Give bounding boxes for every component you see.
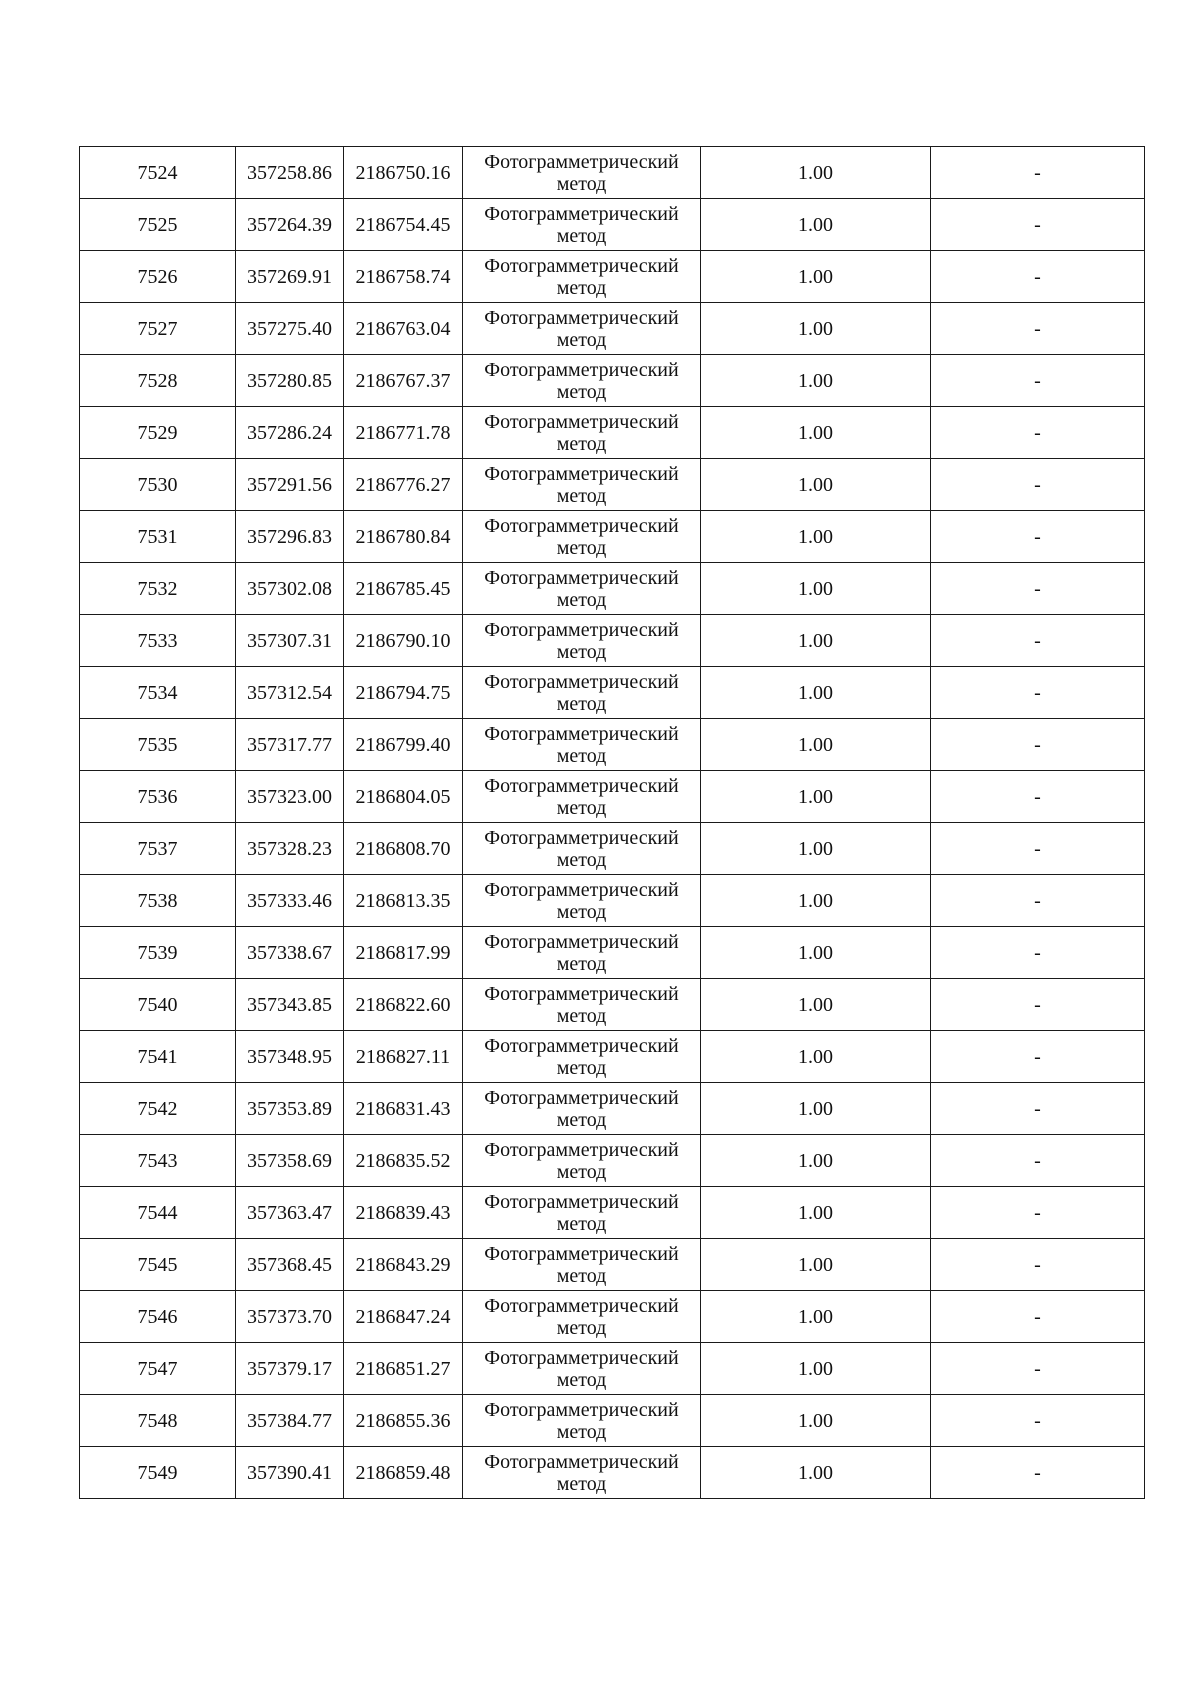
note-cell: -: [931, 1083, 1145, 1135]
coordinate-x-cell: 357353.89: [236, 1083, 344, 1135]
method-line-2: метод: [556, 276, 607, 299]
method-cell: [463, 355, 701, 407]
accuracy-cell: 1.00: [701, 1239, 931, 1291]
method-line-2: метод: [556, 1316, 607, 1339]
note-cell: -: [931, 979, 1145, 1031]
method-line-1: Фотограмметрический: [484, 930, 679, 953]
note-cell: -: [931, 823, 1145, 875]
table-row: [80, 1447, 1145, 1499]
note-cell: -: [931, 1239, 1145, 1291]
method-line-1: Фотограмметрический: [484, 1190, 679, 1213]
coordinate-x-cell: 357338.67: [236, 927, 344, 979]
method-line-2: метод: [556, 224, 607, 247]
coordinate-y-cell: 2186808.70: [344, 823, 463, 875]
table-row: [80, 771, 1145, 823]
method-line-2: метод: [556, 328, 607, 351]
table-row: [80, 927, 1145, 979]
point-number-cell: 7541: [80, 1031, 236, 1083]
point-number-cell: 7542: [80, 1083, 236, 1135]
method-line-1: Фотограмметрический: [484, 254, 679, 277]
method-line-1: Фотограмметрический: [484, 1242, 679, 1265]
coordinate-x-cell: 357323.00: [236, 771, 344, 823]
method-cell: [463, 199, 701, 251]
method-cell: [463, 1083, 701, 1135]
table-row: [80, 199, 1145, 251]
table-row: [80, 1395, 1145, 1447]
method-line-2: метод: [556, 484, 607, 507]
point-number-cell: 7526: [80, 251, 236, 303]
method-line-1: Фотограмметрический: [484, 410, 679, 433]
note-cell: -: [931, 927, 1145, 979]
method-line-2: метод: [556, 848, 607, 871]
coordinate-y-cell: 2186831.43: [344, 1083, 463, 1135]
method-cell: [463, 407, 701, 459]
note-cell: -: [931, 459, 1145, 511]
point-number-cell: 7540: [80, 979, 236, 1031]
table-row: [80, 1083, 1145, 1135]
method-line-1: Фотограмметрический: [484, 150, 679, 173]
method-line-2: метод: [556, 1004, 607, 1027]
note-cell: -: [931, 1343, 1145, 1395]
method-cell: [463, 1187, 701, 1239]
coordinate-x-cell: 357373.70: [236, 1291, 344, 1343]
point-number-cell: 7533: [80, 615, 236, 667]
method-cell: [463, 615, 701, 667]
accuracy-cell: 1.00: [701, 563, 931, 615]
method-cell: [463, 1447, 701, 1499]
method-line-1: Фотограмметрический: [484, 1450, 679, 1473]
method-line-2: метод: [556, 1368, 607, 1391]
note-cell: -: [931, 1031, 1145, 1083]
method-line-2: метод: [556, 1264, 607, 1287]
accuracy-cell: 1.00: [701, 719, 931, 771]
accuracy-cell: 1.00: [701, 251, 931, 303]
method-line-1: Фотограмметрический: [484, 774, 679, 797]
point-number-cell: 7537: [80, 823, 236, 875]
table-row: [80, 1239, 1145, 1291]
table-row: [80, 459, 1145, 511]
method-line-1: Фотограмметрический: [484, 670, 679, 693]
method-line-1: Фотограмметрический: [484, 1138, 679, 1161]
method-cell: [463, 1291, 701, 1343]
coordinates-table-body: [80, 147, 1145, 1499]
coordinate-x-cell: 357258.86: [236, 147, 344, 199]
coordinate-x-cell: 357317.77: [236, 719, 344, 771]
note-cell: -: [931, 251, 1145, 303]
coordinate-y-cell: 2186851.27: [344, 1343, 463, 1395]
point-number-cell: 7530: [80, 459, 236, 511]
coordinate-x-cell: 357358.69: [236, 1135, 344, 1187]
table-row: [80, 979, 1145, 1031]
table-row: [80, 1031, 1145, 1083]
note-cell: -: [931, 355, 1145, 407]
point-number-cell: 7546: [80, 1291, 236, 1343]
method-line-1: Фотограмметрический: [484, 1294, 679, 1317]
coordinate-y-cell: 2186754.45: [344, 199, 463, 251]
note-cell: -: [931, 563, 1145, 615]
method-cell: [463, 303, 701, 355]
coordinate-y-cell: 2186847.24: [344, 1291, 463, 1343]
accuracy-cell: 1.00: [701, 1031, 931, 1083]
method-cell: [463, 719, 701, 771]
method-line-2: метод: [556, 172, 607, 195]
method-line-2: метод: [556, 1160, 607, 1183]
coordinate-y-cell: 2186813.35: [344, 875, 463, 927]
method-cell: [463, 823, 701, 875]
coordinate-y-cell: 2186843.29: [344, 1239, 463, 1291]
point-number-cell: 7536: [80, 771, 236, 823]
point-number-cell: 7529: [80, 407, 236, 459]
method-line-1: Фотограмметрический: [484, 202, 679, 225]
point-number-cell: 7531: [80, 511, 236, 563]
table-row: [80, 147, 1145, 199]
coordinate-x-cell: 357302.08: [236, 563, 344, 615]
coordinate-x-cell: 357384.77: [236, 1395, 344, 1447]
method-line-1: Фотограмметрический: [484, 1086, 679, 1109]
method-line-2: метод: [556, 900, 607, 923]
table-row: [80, 1135, 1145, 1187]
method-line-2: метод: [556, 1056, 607, 1079]
point-number-cell: 7545: [80, 1239, 236, 1291]
coordinate-y-cell: 2186776.27: [344, 459, 463, 511]
coordinate-x-cell: 357348.95: [236, 1031, 344, 1083]
accuracy-cell: 1.00: [701, 771, 931, 823]
method-line-1: Фотограмметрический: [484, 618, 679, 641]
accuracy-cell: 1.00: [701, 1395, 931, 1447]
coordinate-x-cell: 357286.24: [236, 407, 344, 459]
method-cell: [463, 1343, 701, 1395]
method-line-2: метод: [556, 536, 607, 559]
point-number-cell: 7543: [80, 1135, 236, 1187]
method-cell: [463, 563, 701, 615]
note-cell: -: [931, 1395, 1145, 1447]
note-cell: -: [931, 875, 1145, 927]
coordinate-y-cell: 2186785.45: [344, 563, 463, 615]
table-row: [80, 875, 1145, 927]
coordinate-y-cell: 2186827.11: [344, 1031, 463, 1083]
coordinate-x-cell: 357368.45: [236, 1239, 344, 1291]
point-number-cell: 7549: [80, 1447, 236, 1499]
accuracy-cell: 1.00: [701, 615, 931, 667]
coordinate-y-cell: 2186822.60: [344, 979, 463, 1031]
method-line-2: метод: [556, 1108, 607, 1131]
point-number-cell: 7524: [80, 147, 236, 199]
coordinate-x-cell: 357363.47: [236, 1187, 344, 1239]
method-cell: [463, 1395, 701, 1447]
method-line-1: Фотограмметрический: [484, 1346, 679, 1369]
method-line-2: метод: [556, 588, 607, 611]
point-number-cell: 7528: [80, 355, 236, 407]
accuracy-cell: 1.00: [701, 1135, 931, 1187]
method-line-2: метод: [556, 744, 607, 767]
method-cell: [463, 1135, 701, 1187]
method-cell: [463, 875, 701, 927]
coordinate-x-cell: 357328.23: [236, 823, 344, 875]
method-cell: [463, 771, 701, 823]
coordinate-y-cell: 2186817.99: [344, 927, 463, 979]
method-cell: [463, 1239, 701, 1291]
method-line-1: Фотограмметрический: [484, 826, 679, 849]
table-row: [80, 303, 1145, 355]
accuracy-cell: 1.00: [701, 199, 931, 251]
table-row: [80, 563, 1145, 615]
method-line-2: метод: [556, 1212, 607, 1235]
accuracy-cell: 1.00: [701, 147, 931, 199]
coordinate-x-cell: 357275.40: [236, 303, 344, 355]
note-cell: -: [931, 1135, 1145, 1187]
table-row: [80, 719, 1145, 771]
coordinate-x-cell: 357264.39: [236, 199, 344, 251]
note-cell: -: [931, 1187, 1145, 1239]
method-cell: [463, 459, 701, 511]
method-cell: [463, 979, 701, 1031]
note-cell: -: [931, 615, 1145, 667]
method-line-2: метод: [556, 640, 607, 663]
coordinate-x-cell: 357312.54: [236, 667, 344, 719]
method-line-2: метод: [556, 1472, 607, 1495]
point-number-cell: 7538: [80, 875, 236, 927]
table-row: [80, 615, 1145, 667]
coordinate-y-cell: 2186855.36: [344, 1395, 463, 1447]
coordinate-y-cell: 2186758.74: [344, 251, 463, 303]
method-line-1: Фотограмметрический: [484, 722, 679, 745]
accuracy-cell: 1.00: [701, 1343, 931, 1395]
note-cell: -: [931, 1291, 1145, 1343]
point-number-cell: 7548: [80, 1395, 236, 1447]
table-row: [80, 1343, 1145, 1395]
accuracy-cell: 1.00: [701, 979, 931, 1031]
accuracy-cell: 1.00: [701, 459, 931, 511]
accuracy-cell: 1.00: [701, 303, 931, 355]
method-line-1: Фотограмметрический: [484, 514, 679, 537]
method-cell: [463, 667, 701, 719]
method-line-2: метод: [556, 432, 607, 455]
accuracy-cell: 1.00: [701, 511, 931, 563]
coordinate-x-cell: 357296.83: [236, 511, 344, 563]
table-row: [80, 251, 1145, 303]
table-row: [80, 823, 1145, 875]
method-cell: [463, 1031, 701, 1083]
coordinate-y-cell: 2186799.40: [344, 719, 463, 771]
note-cell: -: [931, 511, 1145, 563]
accuracy-cell: 1.00: [701, 1187, 931, 1239]
coordinate-x-cell: 357291.56: [236, 459, 344, 511]
coordinate-x-cell: 357333.46: [236, 875, 344, 927]
method-line-1: Фотограмметрический: [484, 358, 679, 381]
method-line-2: метод: [556, 1420, 607, 1443]
point-number-cell: 7539: [80, 927, 236, 979]
coordinate-y-cell: 2186794.75: [344, 667, 463, 719]
note-cell: -: [931, 147, 1145, 199]
coordinate-x-cell: 357343.85: [236, 979, 344, 1031]
accuracy-cell: 1.00: [701, 1083, 931, 1135]
coordinate-x-cell: 357269.91: [236, 251, 344, 303]
coordinate-y-cell: 2186790.10: [344, 615, 463, 667]
accuracy-cell: 1.00: [701, 407, 931, 459]
method-line-1: Фотограмметрический: [484, 566, 679, 589]
coordinate-y-cell: 2186804.05: [344, 771, 463, 823]
accuracy-cell: 1.00: [701, 927, 931, 979]
method-line-1: Фотограмметрический: [484, 462, 679, 485]
accuracy-cell: 1.00: [701, 355, 931, 407]
method-cell: [463, 927, 701, 979]
method-line-1: Фотограмметрический: [484, 1398, 679, 1421]
accuracy-cell: 1.00: [701, 667, 931, 719]
method-cell: [463, 511, 701, 563]
method-line-1: Фотограмметрический: [484, 306, 679, 329]
coordinates-table: [79, 146, 1145, 1499]
table-row: [80, 1291, 1145, 1343]
method-line-2: метод: [556, 952, 607, 975]
accuracy-cell: 1.00: [701, 1447, 931, 1499]
table-row: [80, 1187, 1145, 1239]
coordinate-y-cell: 2186859.48: [344, 1447, 463, 1499]
point-number-cell: 7547: [80, 1343, 236, 1395]
point-number-cell: 7535: [80, 719, 236, 771]
coordinate-y-cell: 2186780.84: [344, 511, 463, 563]
method-line-1: Фотограмметрический: [484, 982, 679, 1005]
method-line-2: метод: [556, 380, 607, 403]
point-number-cell: 7534: [80, 667, 236, 719]
point-number-cell: 7532: [80, 563, 236, 615]
coordinate-x-cell: 357390.41: [236, 1447, 344, 1499]
table-row: [80, 511, 1145, 563]
method-line-1: Фотограмметрический: [484, 878, 679, 901]
coordinate-x-cell: 357307.31: [236, 615, 344, 667]
coordinate-y-cell: 2186763.04: [344, 303, 463, 355]
note-cell: -: [931, 199, 1145, 251]
note-cell: -: [931, 1447, 1145, 1499]
coordinate-y-cell: 2186750.16: [344, 147, 463, 199]
method-line-1: Фотограмметрический: [484, 1034, 679, 1057]
point-number-cell: 7544: [80, 1187, 236, 1239]
note-cell: -: [931, 719, 1145, 771]
point-number-cell: 7527: [80, 303, 236, 355]
coordinate-x-cell: 357280.85: [236, 355, 344, 407]
method-line-2: метод: [556, 692, 607, 715]
method-cell: [463, 147, 701, 199]
note-cell: -: [931, 667, 1145, 719]
note-cell: -: [931, 771, 1145, 823]
coordinate-y-cell: 2186767.37: [344, 355, 463, 407]
point-number-cell: 7525: [80, 199, 236, 251]
coordinate-y-cell: 2186835.52: [344, 1135, 463, 1187]
accuracy-cell: 1.00: [701, 1291, 931, 1343]
table-row: [80, 355, 1145, 407]
table-row: [80, 407, 1145, 459]
accuracy-cell: 1.00: [701, 875, 931, 927]
table-row: [80, 667, 1145, 719]
accuracy-cell: 1.00: [701, 823, 931, 875]
method-line-2: метод: [556, 796, 607, 819]
note-cell: -: [931, 407, 1145, 459]
note-cell: -: [931, 303, 1145, 355]
method-cell: [463, 251, 701, 303]
coordinate-y-cell: 2186839.43: [344, 1187, 463, 1239]
coordinate-y-cell: 2186771.78: [344, 407, 463, 459]
coordinate-x-cell: 357379.17: [236, 1343, 344, 1395]
